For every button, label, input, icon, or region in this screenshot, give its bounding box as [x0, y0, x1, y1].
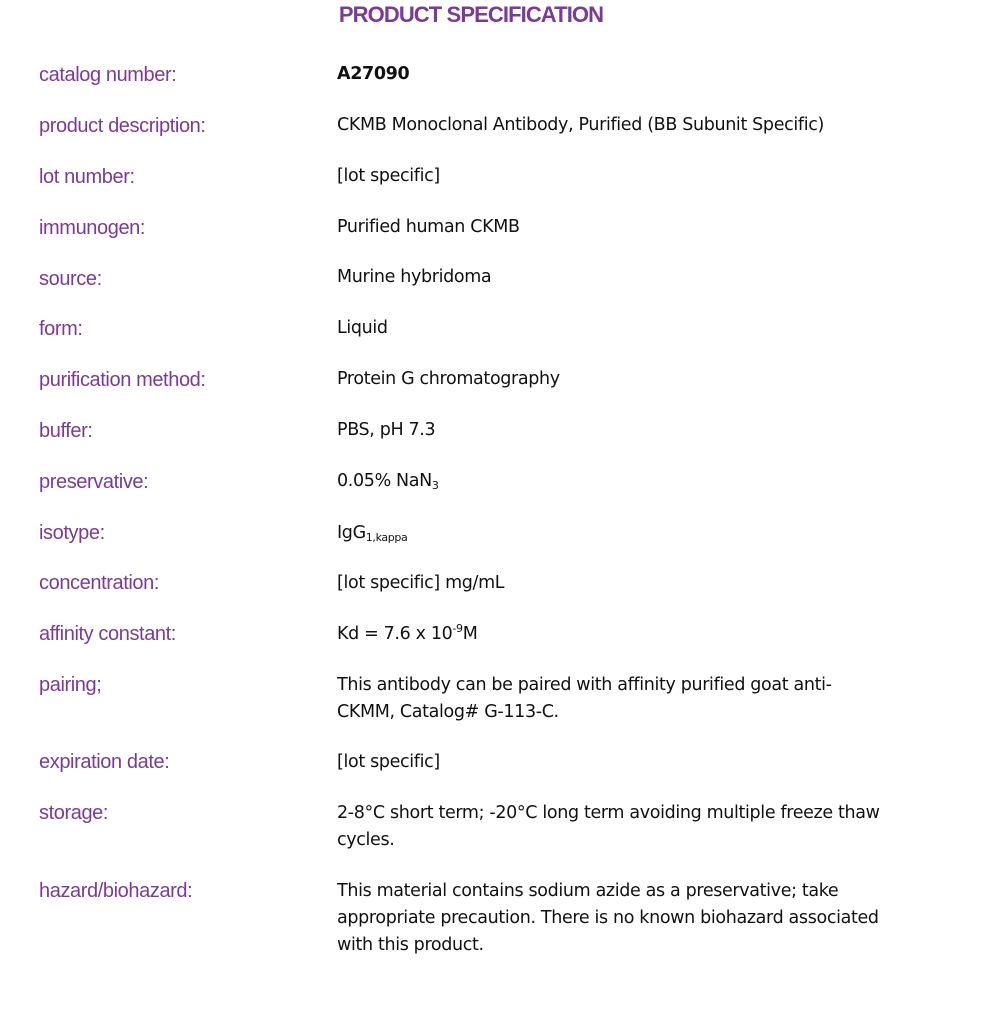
- value-catalog-number: A27090: [337, 64, 410, 84]
- isotype-subscript: 1,kappa: [365, 531, 408, 544]
- label-immunogen: immunogen:: [39, 217, 146, 239]
- page-title: PRODUCT SPECIFICATION: [338, 2, 604, 27]
- value-concentration: [lot specific] mg/mL: [337, 573, 505, 593]
- label-preservative: preservative:: [39, 471, 149, 493]
- affinity-exponent: -9: [452, 622, 463, 635]
- label-isotype: isotype:: [39, 522, 105, 544]
- label-affinity-constant: affinity constant:: [39, 623, 176, 645]
- label-catalog-number: catalog number:: [39, 64, 177, 86]
- label-expiration-date: expiration date:: [39, 751, 170, 773]
- label-purification-method: purification method:: [39, 369, 206, 391]
- label-product-description: product description:: [39, 115, 206, 137]
- isotype-text: IgG: [337, 523, 366, 543]
- label-source: source:: [39, 268, 102, 290]
- affinity-unit: M: [462, 624, 478, 644]
- affinity-text: Kd = 7.6 x 10: [337, 624, 453, 644]
- label-lot-number: lot number:: [39, 166, 135, 188]
- value-hazard-biohazard: This material contains sodium azide as a preservative; take appropriate precaution. There is no known biohazard associated with this product.: [337, 881, 879, 955]
- value-product-description: CKMB Monoclonal Antibody, Purified (BB Subunit Specific): [337, 115, 824, 135]
- value-immunogen: Purified human CKMB: [337, 217, 520, 237]
- value-buffer: PBS, pH 7.3: [337, 420, 436, 440]
- label-form: form:: [39, 318, 83, 340]
- value-expiration-date: [lot specific]: [337, 752, 440, 772]
- value-isotype: [337, 520, 917, 547]
- value-affinity-constant: [337, 621, 917, 648]
- preservative-subscript: 3: [431, 479, 439, 492]
- value-lot-number: [lot specific]: [337, 166, 440, 186]
- label-buffer: buffer:: [39, 420, 93, 442]
- value-pairing: This antibody can be paired with affinity purified goat anti-CKMM, Catalog# G-113-C.: [337, 675, 832, 722]
- label-hazard-biohazard: hazard/biohazard:: [39, 880, 193, 902]
- value-storage: 2-8°C short term; -20°C long term avoiding multiple freeze thaw cycles.: [337, 803, 880, 850]
- value-purification-method: Protein G chromatography: [337, 369, 560, 389]
- value-form: Liquid: [337, 318, 388, 338]
- label-pairing: pairing;: [39, 674, 102, 696]
- value-source: Murine hybridoma: [337, 267, 492, 287]
- preservative-text: 0.05% NaN: [337, 471, 432, 491]
- label-storage: storage:: [39, 802, 109, 824]
- label-concentration: concentration:: [39, 572, 160, 594]
- value-preservative: [337, 468, 917, 495]
